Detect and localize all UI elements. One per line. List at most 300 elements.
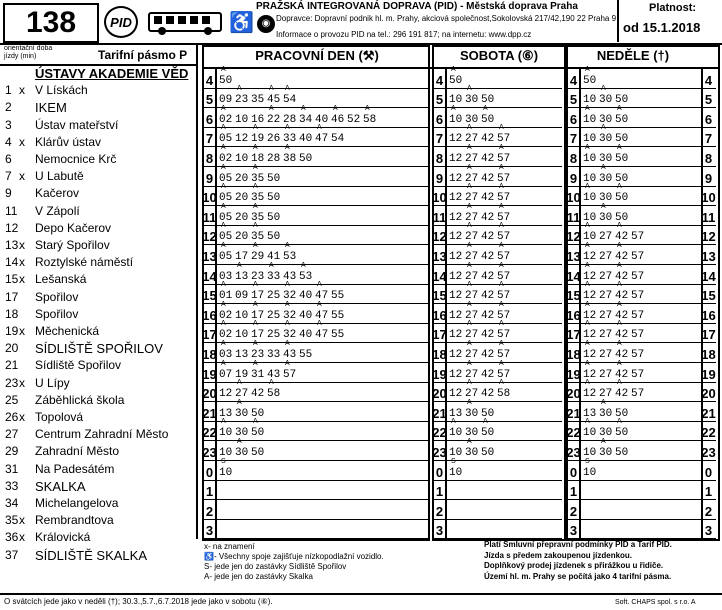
- departure: 35 A: [251, 222, 265, 244]
- departure-minutes: [583, 183, 631, 205]
- saturday-row: [432, 281, 562, 305]
- departure-note: A: [253, 418, 258, 426]
- departure: 57 A: [497, 183, 511, 205]
- hour-label: 14: [568, 265, 581, 284]
- weekday-row: [204, 85, 428, 109]
- departure-note: A: [285, 143, 290, 151]
- departure: 57 A: [497, 320, 511, 342]
- departure: 42 A: [615, 261, 629, 283]
- stop-item: [3, 307, 195, 324]
- stop-item: [3, 204, 195, 221]
- stop-minutes: 17: [5, 289, 19, 304]
- departure: 42 A: [615, 320, 629, 342]
- hour-label: 3: [434, 520, 447, 539]
- departure: 57 A: [497, 163, 511, 185]
- departure-note: A: [221, 65, 226, 73]
- departure: 12: [449, 348, 463, 361]
- departure-note: A: [237, 261, 242, 269]
- departure: 50 A: [481, 418, 495, 440]
- departure: 35 A: [251, 183, 265, 205]
- hour-label-right: 17: [701, 324, 714, 343]
- departure-note: A: [221, 163, 226, 171]
- hour-label-right: 5: [701, 89, 714, 108]
- hour-label: 8: [204, 147, 217, 166]
- departure: 42: [481, 270, 495, 283]
- stop-item: [3, 427, 195, 444]
- hour-label: 12: [204, 226, 217, 245]
- stop-name: SÍDLIŠTĚ SPOŘILOV: [35, 341, 163, 357]
- departure: 20: [235, 231, 249, 244]
- stop-minutes: 9: [5, 186, 12, 201]
- legend-item: A- jede jen do zastávky Skalka: [204, 572, 313, 581]
- departure: 17 A: [251, 281, 265, 303]
- departure-note: A: [467, 85, 472, 93]
- hour-label-right: 12: [701, 226, 714, 245]
- hour-label-right: 18: [701, 343, 714, 362]
- hour-label-right: 15: [701, 285, 714, 304]
- sunday-row: [568, 163, 716, 187]
- sunday-row: [566, 261, 716, 285]
- departure-note: A: [237, 437, 242, 445]
- departure-minutes: [583, 398, 631, 420]
- departure-minutes: [583, 202, 631, 224]
- departure: 30 A: [235, 398, 249, 420]
- departure: 20: [235, 211, 249, 224]
- departure: 12: [449, 309, 463, 322]
- sunday-row: [566, 281, 716, 305]
- departure: 47 A: [315, 124, 329, 146]
- departure: 57 A: [497, 281, 511, 303]
- departure-note: A: [499, 143, 504, 151]
- departure-minutes: [219, 124, 347, 146]
- departure: 50 A: [449, 65, 463, 87]
- stop-item: [3, 479, 195, 496]
- departure: 12: [449, 250, 463, 263]
- hour-label-right: 23: [701, 441, 714, 460]
- departure: 17 A: [251, 300, 265, 322]
- stop-request: x: [19, 272, 25, 287]
- departure: 45 A: [267, 85, 281, 107]
- departure: 27 A: [465, 222, 479, 244]
- departure: 19: [235, 368, 249, 381]
- sunday-row: [566, 202, 716, 226]
- departure: 12: [449, 172, 463, 185]
- departure: 27 A: [465, 143, 479, 165]
- departure: 42: [481, 133, 495, 146]
- departure-note: A: [365, 104, 370, 112]
- departure: 30 A: [599, 437, 613, 459]
- hour-label: 9: [434, 167, 447, 186]
- departure-note: A: [221, 359, 226, 367]
- departure-note: A: [301, 261, 306, 269]
- stop-request: x: [19, 410, 25, 424]
- stop-name: Záběhlická škola: [35, 392, 125, 407]
- stop-minutes: 4: [5, 134, 12, 149]
- weekday-row: [204, 481, 428, 501]
- departure-minutes: [583, 65, 599, 87]
- departure: 57: [631, 368, 645, 381]
- departure: 12 A: [583, 241, 597, 263]
- departure-note: A: [467, 281, 472, 289]
- departure-note: A: [585, 241, 590, 249]
- notes: [484, 540, 672, 582]
- stop-minutes: 31: [5, 461, 19, 476]
- sunday-row: [568, 143, 716, 167]
- hour-label-right: 1: [701, 481, 714, 500]
- stop-name: U Labutě: [35, 169, 84, 184]
- departure: 07 A: [219, 359, 233, 381]
- stop-item: [3, 152, 195, 169]
- header-carrier: Dopravce: Dopravní podnik hl. m. Prahy, akciová společnost,Sokolovská 217/42,190 22 Praha 9: [276, 14, 617, 23]
- header-info: Informace o provozu PID na tel.: 296 191 817; na internetu: www.dpp.cz: [276, 30, 532, 39]
- departure-minutes: [219, 300, 347, 322]
- departure-note: A: [221, 300, 226, 308]
- departure: 05 A: [219, 241, 233, 263]
- hour-label: 11: [204, 206, 217, 225]
- stop-minutes: 7: [5, 169, 12, 184]
- hour-label: 10: [204, 187, 217, 206]
- hour-label: 1: [204, 481, 217, 500]
- hour-label-right: 16: [701, 304, 714, 323]
- departure-note: A: [253, 124, 258, 132]
- departure: 50: [615, 172, 629, 185]
- stop-minutes: 20: [5, 341, 19, 356]
- departure: 42 A: [615, 359, 629, 381]
- departure: 50: [615, 446, 629, 459]
- departure: 30: [599, 152, 613, 165]
- departure: 10: [219, 446, 233, 459]
- footer-note: O svátcích jede jako v neděli (†); 30.3.,5.7.,6.7.2018 jede jako v sobotu (⑥).: [4, 597, 273, 606]
- stop-item: [3, 186, 195, 203]
- weekday-row: [204, 520, 428, 540]
- stop-item: [3, 393, 195, 410]
- sunday-row: [568, 124, 716, 148]
- departure: 30 A: [599, 85, 613, 107]
- note-item: Jízda s předem zakoupenou jízdenkou.: [484, 550, 633, 560]
- note-item: Doplňkový prodej jízdenek s přirážkou u řidiče.: [484, 561, 664, 570]
- zone-note: orientační doba jízdy (min): [4, 45, 53, 60]
- stop-item: [3, 410, 195, 427]
- departure: 42: [481, 348, 495, 361]
- hour-label: 5: [204, 89, 217, 108]
- departure: 28: [283, 113, 297, 126]
- departure: 30: [465, 427, 479, 440]
- departure: 58 A: [363, 104, 377, 126]
- departure: 12 A: [583, 379, 597, 401]
- stop-minutes: 25: [5, 392, 19, 407]
- departure-note: A: [617, 143, 622, 151]
- departure: 55: [331, 329, 345, 342]
- weekday-row: [204, 500, 428, 520]
- departure: 12: [449, 152, 463, 165]
- departure: 42: [481, 309, 495, 322]
- hour-label: 3: [568, 520, 581, 539]
- departure: 05 A: [219, 163, 233, 185]
- departure: 05 A: [219, 202, 233, 224]
- departure: 42: [481, 172, 495, 185]
- departure: 42: [481, 388, 495, 401]
- departure: 42: [481, 329, 495, 342]
- departure-minutes: [583, 339, 647, 361]
- departure-note: A: [221, 241, 226, 249]
- departure: 42 A: [615, 379, 629, 401]
- sunday-row: [566, 379, 716, 403]
- hour-label: 15: [434, 285, 447, 304]
- departure-note: A: [499, 379, 504, 387]
- departure-minutes: [583, 163, 631, 185]
- departure-note: A: [285, 85, 290, 93]
- departure: 32 A: [283, 281, 297, 303]
- stop-minutes: 35: [5, 513, 19, 528]
- departure: 57 A: [497, 359, 511, 381]
- departure: 27: [599, 388, 613, 401]
- stop-item: [3, 83, 195, 100]
- stop-item: [3, 255, 195, 272]
- departure: 12: [449, 270, 463, 283]
- stop-name: Spořilov: [35, 306, 79, 321]
- hour-label: 22: [568, 422, 581, 441]
- departure: 10: [583, 172, 597, 185]
- hour-label: 1: [568, 481, 581, 500]
- departure: 29 A: [251, 241, 265, 263]
- saturday-row: [434, 457, 562, 481]
- weekday-row: [202, 437, 428, 461]
- departure-note: A: [253, 281, 258, 289]
- departure: 12: [449, 329, 463, 342]
- stop-name: Spořilov: [35, 289, 79, 304]
- departure-note: A: [253, 300, 258, 308]
- departure: 47 A: [315, 320, 329, 342]
- departure-note: A: [467, 359, 472, 367]
- departure: 50: [299, 152, 313, 165]
- hour-label: 9: [568, 167, 581, 186]
- departure: 10 A: [449, 418, 463, 440]
- sunday-row: [568, 85, 716, 109]
- departure-minutes: [583, 241, 647, 263]
- departure-note: A: [467, 398, 472, 406]
- stop-item: [3, 290, 195, 307]
- departure: 30 A: [465, 437, 479, 459]
- departure-note: A: [617, 339, 622, 347]
- departure-note: A: [499, 339, 504, 347]
- departure: 18 A: [251, 143, 265, 165]
- departure-note: A: [317, 281, 322, 289]
- saturday-row: [434, 481, 562, 501]
- sunday-header: NEDĚLE (†): [596, 48, 670, 63]
- stop-minutes: 3: [5, 117, 12, 132]
- departure: 30 A: [599, 124, 613, 146]
- weekday-row: [202, 222, 428, 246]
- departure-minutes: [583, 281, 647, 303]
- departure-note: A: [617, 300, 622, 308]
- sunday-row: [566, 320, 716, 344]
- departure: 20: [235, 172, 249, 185]
- departure: 28: [267, 152, 281, 165]
- stop-minutes: 12: [5, 220, 19, 235]
- departure: 27 A: [465, 241, 479, 263]
- departure-note: A: [617, 104, 622, 112]
- bus-icon: [148, 12, 222, 32]
- departure: 27 A: [465, 300, 479, 322]
- departure: 12 A: [583, 300, 597, 322]
- hour-label: 21: [568, 402, 581, 421]
- sunday-row: [568, 520, 716, 540]
- departure-minutes: [219, 183, 283, 205]
- departure: 27: [599, 309, 613, 322]
- stop-name: Královická: [35, 530, 91, 545]
- departure: 03 A: [219, 339, 233, 361]
- departure-minutes: [219, 281, 347, 303]
- departure: 42: [251, 388, 265, 401]
- departure: 50: [615, 407, 629, 420]
- departure: 50: [267, 172, 281, 185]
- departure: 12: [235, 133, 249, 146]
- stop-name: SÍDLIŠTĚ SKALKA: [35, 547, 147, 563]
- departure: 40: [299, 329, 313, 342]
- stop-minutes: 19: [5, 324, 19, 338]
- departure: 27 A: [465, 124, 479, 146]
- departure: 50: [615, 211, 629, 224]
- departure: 23: [251, 270, 265, 283]
- departure: 42: [481, 290, 495, 303]
- stop-name: Zahradní Město: [35, 444, 120, 459]
- pid-logo-icon: PID: [104, 6, 138, 38]
- departure-note: A: [253, 339, 258, 347]
- departure: 50 A: [615, 104, 629, 126]
- stop-minutes: 33: [5, 478, 19, 493]
- departure-note: A: [221, 339, 226, 347]
- departure: 57: [631, 290, 645, 303]
- departure: 34 A: [299, 104, 313, 126]
- departure-note: A: [269, 104, 274, 112]
- departure: 02 A: [219, 320, 233, 342]
- departure-note: A: [317, 320, 322, 328]
- departure: 10: [583, 133, 597, 146]
- departure: 30 A: [599, 202, 613, 224]
- departure-note: A: [617, 261, 622, 269]
- departure-note: A: [451, 65, 456, 73]
- departure: 42 A: [615, 241, 629, 263]
- departure-note: A: [467, 183, 472, 191]
- departure: 27 A: [465, 163, 479, 185]
- stop-item: [3, 513, 195, 530]
- departure: 25: [267, 309, 281, 322]
- hour-label: 14: [204, 265, 217, 284]
- saturday-row: [434, 104, 562, 128]
- saturday-row: [432, 202, 562, 226]
- departure: 30 A: [465, 398, 479, 420]
- stop-minutes: 1: [5, 83, 12, 98]
- stop-item: [3, 169, 195, 186]
- departure-note: A: [467, 143, 472, 151]
- departure: 12 A: [583, 339, 597, 361]
- hour-label: 15: [568, 285, 581, 304]
- departure: 13: [235, 348, 249, 361]
- departure-minutes: [583, 418, 631, 440]
- sunday-row: [566, 339, 716, 363]
- departure: 57 A: [497, 124, 511, 146]
- departure-note: A: [617, 222, 622, 230]
- departure-note: A: [585, 261, 590, 269]
- departure-note: A: [617, 183, 622, 191]
- stop-name: V Zápolí: [35, 203, 80, 218]
- departure-note: A: [499, 300, 504, 308]
- hour-label: 22: [434, 422, 447, 441]
- departure: 27 A: [465, 339, 479, 361]
- departure-note: A: [601, 163, 606, 171]
- departure: 03: [219, 270, 233, 283]
- departure-note: A: [253, 143, 258, 151]
- weekday-row: [204, 163, 428, 187]
- departure: 09: [235, 290, 249, 303]
- hour-label-right: 6: [701, 108, 714, 127]
- stop-minutes: 34: [5, 496, 19, 510]
- departure-minutes: [583, 104, 631, 126]
- hour-label: 7: [204, 128, 217, 147]
- departure-minutes: [583, 320, 647, 342]
- software-credit: Soft. CHAPS spol. s r.o. A: [615, 599, 696, 606]
- stop-name: Centrum Zahradní Město: [35, 427, 169, 442]
- departure-note: A: [237, 85, 242, 93]
- departure: 57 A: [497, 222, 511, 244]
- departure-note: A: [253, 163, 258, 171]
- departure-note: A: [467, 300, 472, 308]
- departure: 05 A: [219, 222, 233, 244]
- stop-name: V Lískách: [35, 83, 88, 98]
- saturday-row: [432, 261, 562, 285]
- departure: 12 A: [583, 359, 597, 381]
- departure-minutes: [449, 437, 497, 459]
- departure: 22 A: [267, 104, 281, 126]
- stop-name: Michelangelova: [35, 496, 119, 510]
- stop-item: [3, 376, 195, 393]
- saturday-row: [432, 183, 562, 207]
- departure-note: A: [499, 261, 504, 269]
- stop-item: [3, 221, 195, 238]
- hour-label-right: 10: [701, 187, 714, 206]
- stop-name: Rembrandtova: [35, 513, 114, 528]
- departure: 55: [299, 348, 313, 361]
- hour-label: 17: [434, 324, 447, 343]
- hour-label-right: 9: [701, 167, 714, 186]
- departure: 50 A: [481, 104, 495, 126]
- sunday-row: [566, 183, 716, 207]
- departure: 09: [219, 94, 233, 107]
- footer-divider: [0, 593, 722, 595]
- departure: 57: [631, 309, 645, 322]
- stop-item: [3, 118, 195, 135]
- hour-label-right: 8: [701, 147, 714, 166]
- stop-minutes: 18: [5, 306, 19, 321]
- departure-note: A: [253, 320, 258, 328]
- departure-note: A: [467, 261, 472, 269]
- departure-minutes: [449, 65, 465, 87]
- departure-note: A: [285, 339, 290, 347]
- stop-request: x: [19, 255, 25, 270]
- departure: 40: [299, 133, 313, 146]
- stop-item: [3, 324, 195, 341]
- header-title: PRAŽSKÁ INTEGROVANÁ DOPRAVA (PID) - Městská doprava Praha: [256, 1, 578, 12]
- legend-item: S- jede jen do zastávky Sídliště Spořilov: [204, 562, 347, 571]
- hour-label-right: 19: [701, 363, 714, 382]
- departure-note: A: [221, 202, 226, 210]
- departure: 42 A: [615, 281, 629, 303]
- weekday-row: [202, 339, 428, 363]
- hour-label: 2: [204, 500, 217, 519]
- departure-note: A: [601, 124, 606, 132]
- departure: 27: [599, 329, 613, 342]
- departure: 57: [631, 348, 645, 361]
